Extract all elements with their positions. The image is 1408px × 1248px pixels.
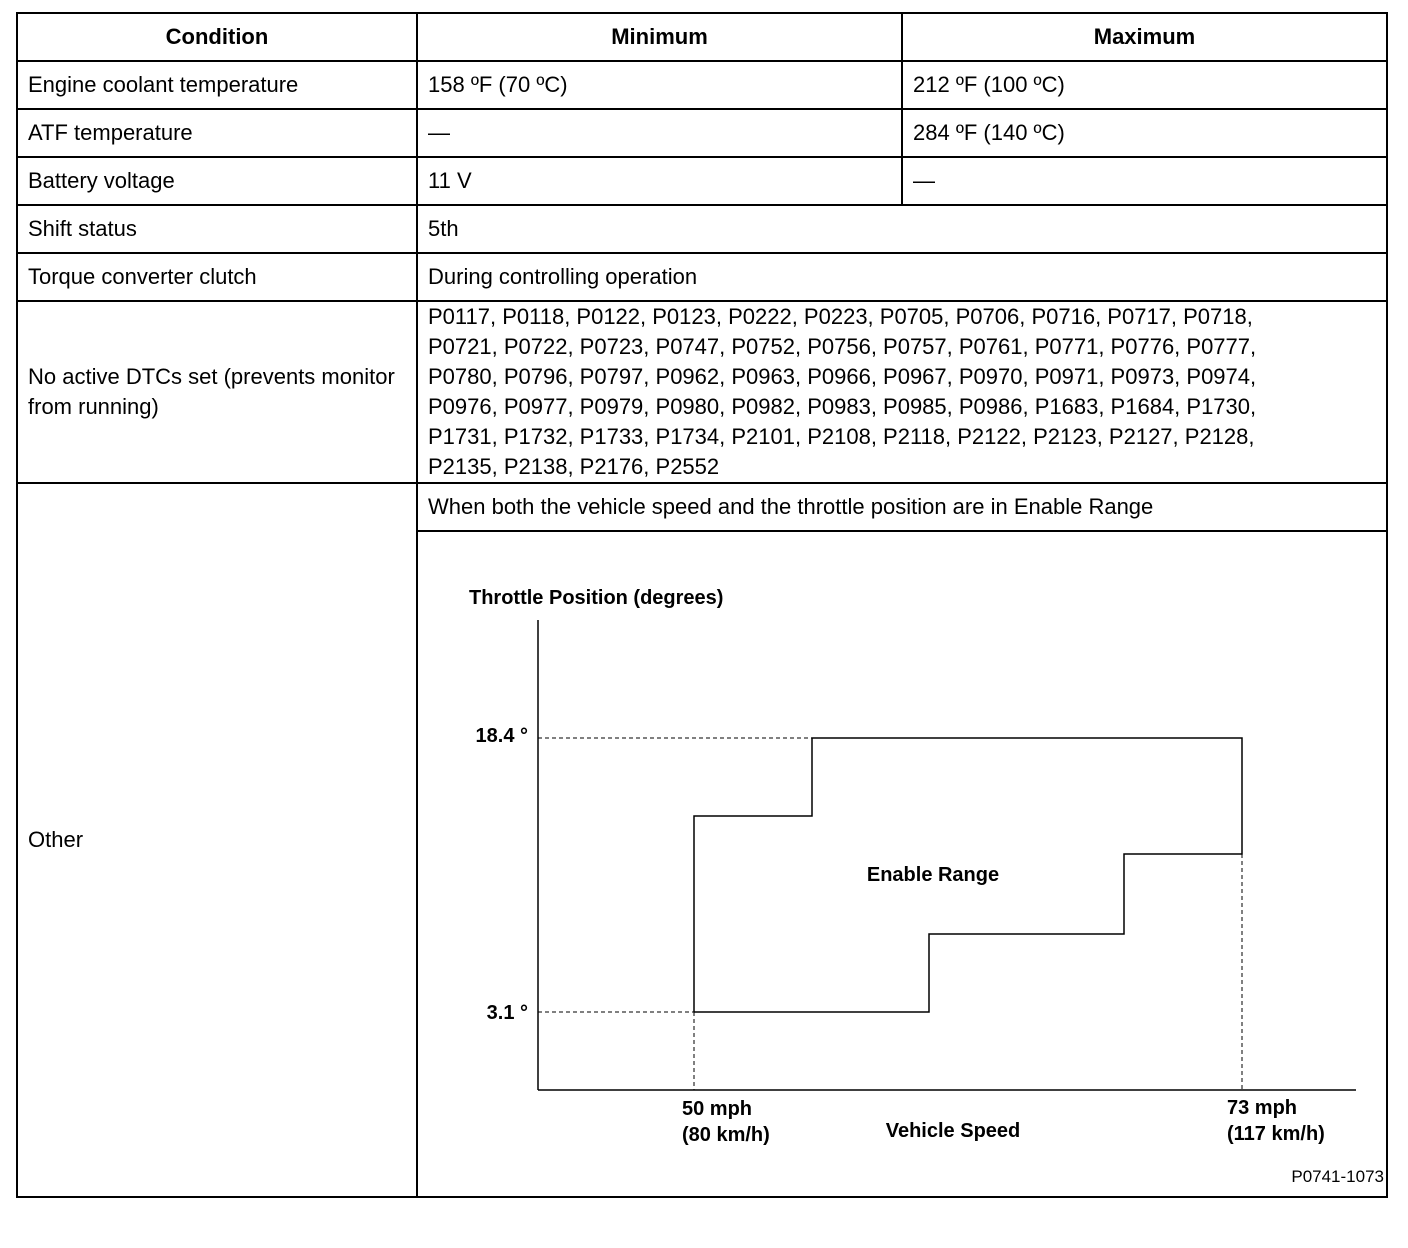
header-minimum: Minimum [417, 13, 902, 61]
header-condition: Condition [17, 13, 417, 61]
minimum-cell: 11 V [417, 157, 902, 205]
x-tick-117-kmh: (117 km/h) [1227, 1123, 1325, 1145]
x-axis-title: Vehicle Speed [885, 1120, 1021, 1142]
region-label: Enable Range [866, 864, 1000, 886]
table-row [17, 205, 1387, 253]
condition-cell: Battery voltage [17, 157, 417, 205]
table-row [17, 253, 1387, 301]
condition-cell: Torque converter clutch [17, 253, 417, 301]
enable-range-diagram [428, 532, 1396, 1196]
y-axis-title: Throttle Position (degrees) [469, 587, 724, 609]
enable-range-chart-cell [417, 531, 1387, 1197]
x-tick-73-mph: 73 mph [1227, 1097, 1298, 1119]
condition-cell: Other [17, 483, 417, 1197]
dtc-line: P0780, P0796, P0797, P0962, P0963, P0966, P0967, P0970, P0971, P0973, P0974, [428, 364, 1257, 389]
maximum-cell: — [902, 157, 1387, 205]
figure-id: P0741-1073 [1291, 1167, 1384, 1186]
value-cell: During controlling operation [417, 253, 1387, 301]
condition-cell: No active DTCs set (prevents monitor from running) [17, 301, 417, 483]
x-tick-50-mph: 50 mph [682, 1098, 753, 1120]
minimum-cell: — [417, 109, 902, 157]
maximum-cell: 212 ºF (100 ºC) [902, 61, 1387, 109]
table-row [17, 483, 1387, 531]
table-row [17, 61, 1387, 109]
maximum-cell: 284 ºF (140 ºC) [902, 109, 1387, 157]
value-cell: When both the vehicle speed and the throttle position are in Enable Range [417, 483, 1387, 531]
dtc-line: P0117, P0118, P0122, P0123, P0222, P0223, P0705, P0706, P0716, P0717, P0718, [428, 304, 1253, 329]
dtc-line: P2135, P2138, P2176, P2552 [428, 454, 720, 479]
dtc-list-cell [417, 301, 1387, 483]
condition-cell: Shift status [17, 205, 417, 253]
condition-cell: Engine coolant temperature [17, 61, 417, 109]
y-tick-3-1: 3.1 ° [486, 1002, 528, 1024]
dtc-line: P0976, P0977, P0979, P0980, P0982, P0983, P0985, P0986, P1683, P1684, P1730, [428, 394, 1257, 419]
value-cell: 5th [417, 205, 1387, 253]
x-tick-80-kmh: (80 km/h) [682, 1124, 770, 1146]
condition-cell: ATF temperature [17, 109, 417, 157]
table-header-row [17, 13, 1387, 61]
minimum-cell: 158 ºF (70 ºC) [417, 61, 902, 109]
y-tick-18-4: 18.4 ° [475, 725, 528, 747]
conditions-table [16, 12, 1388, 1198]
dtc-line: P0721, P0722, P0723, P0747, P0752, P0756, P0757, P0761, P0771, P0776, P0777, [428, 334, 1257, 359]
table-row [17, 109, 1387, 157]
table-row [17, 301, 1387, 483]
header-maximum: Maximum [902, 13, 1387, 61]
table-row [17, 157, 1387, 205]
dtc-line: P1731, P1732, P1733, P1734, P2101, P2108, P2118, P2122, P2123, P2127, P2128, [428, 424, 1255, 449]
